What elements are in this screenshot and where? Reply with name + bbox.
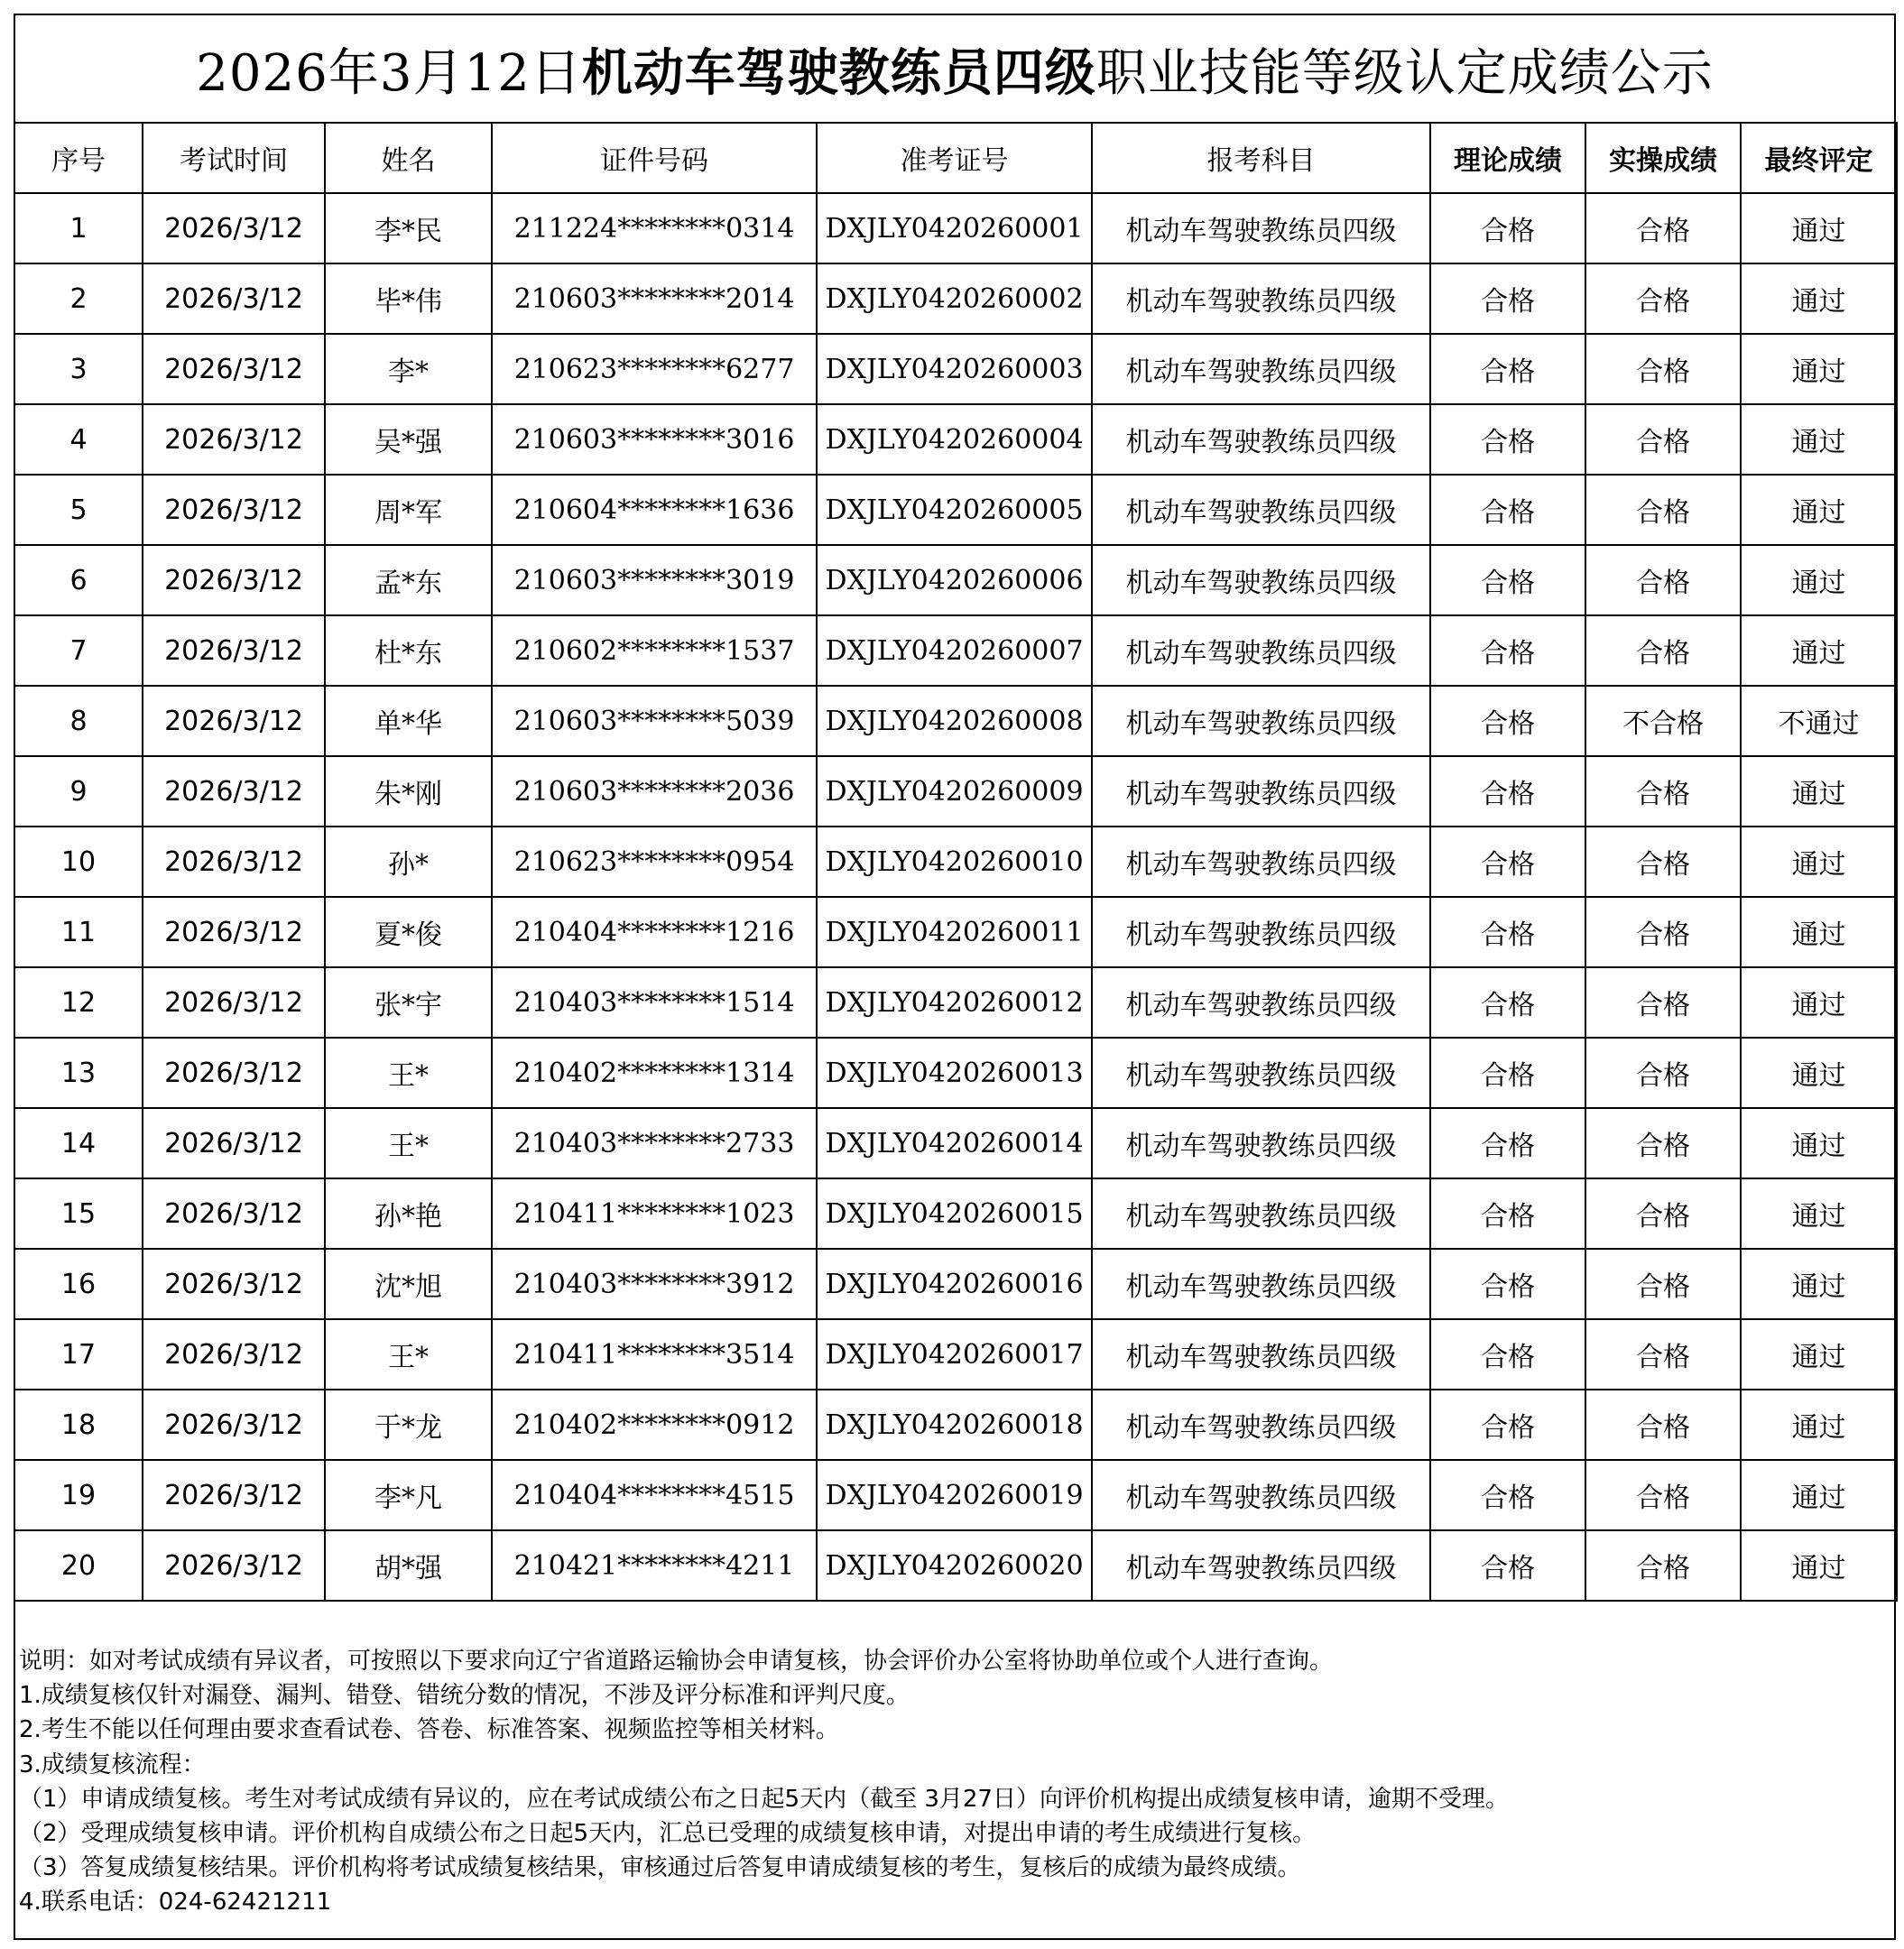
cell-final: 通过 xyxy=(1741,263,1897,334)
cell-id: 211224********0314 xyxy=(492,193,817,263)
cell-name: 杜*东 xyxy=(325,615,492,686)
cell-no: 7 xyxy=(14,615,143,686)
cell-id: 210403********1514 xyxy=(492,967,817,1038)
cell-practice: 合格 xyxy=(1585,756,1741,827)
cell-theory: 合格 xyxy=(1430,1038,1585,1108)
cell-no: 3 xyxy=(14,334,143,404)
cell-no: 10 xyxy=(14,827,143,897)
cell-subject: 机动车驾驶教练员四级 xyxy=(1092,1319,1430,1390)
cell-name: 王* xyxy=(325,1038,492,1108)
cell-practice: 合格 xyxy=(1585,615,1741,686)
cell-ticket: DXJLY0420260005 xyxy=(817,475,1092,545)
cell-practice: 合格 xyxy=(1585,897,1741,967)
cell-id: 210411********1023 xyxy=(492,1178,817,1249)
column-header-name: 姓名 xyxy=(325,123,492,193)
cell-final: 通过 xyxy=(1741,193,1897,263)
note-line: （3）答复成绩复核结果。评价机构将考试成绩复核结果，审核通过后答复申请成绩复核的考生，复核后的成绩为最终成绩。 xyxy=(19,1854,1301,1882)
cell-id: 210402********1314 xyxy=(492,1038,817,1108)
column-header-theory: 理论成绩 xyxy=(1430,123,1585,193)
cell-date: 2026/3/12 xyxy=(143,1108,325,1178)
note-line: 3.成绩复核流程： xyxy=(19,1750,206,1778)
cell-final: 通过 xyxy=(1741,1249,1897,1319)
cell-id: 210603********5039 xyxy=(492,686,817,756)
cell-subject: 机动车驾驶教练员四级 xyxy=(1092,967,1430,1038)
cell-subject: 机动车驾驶教练员四级 xyxy=(1092,1249,1430,1319)
cell-theory: 合格 xyxy=(1430,334,1585,404)
cell-date: 2026/3/12 xyxy=(143,334,325,404)
cell-subject: 机动车驾驶教练员四级 xyxy=(1092,1460,1430,1530)
cell-name: 朱*刚 xyxy=(325,756,492,827)
column-header-no: 序号 xyxy=(14,123,143,193)
cell-no: 11 xyxy=(14,897,143,967)
cell-no: 14 xyxy=(14,1108,143,1178)
cell-date: 2026/3/12 xyxy=(143,263,325,334)
cell-no: 1 xyxy=(14,193,143,263)
cell-theory: 合格 xyxy=(1430,193,1585,263)
table-row xyxy=(14,334,1897,404)
table-row xyxy=(14,1038,1897,1108)
cell-theory: 合格 xyxy=(1430,263,1585,334)
table-body xyxy=(14,193,1897,1601)
cell-practice: 合格 xyxy=(1585,404,1741,475)
cell-practice: 合格 xyxy=(1585,545,1741,615)
cell-theory: 合格 xyxy=(1430,897,1585,967)
cell-name: 吴*强 xyxy=(325,404,492,475)
cell-id: 210623********6277 xyxy=(492,334,817,404)
cell-practice: 合格 xyxy=(1585,827,1741,897)
cell-name: 毕*伟 xyxy=(325,263,492,334)
cell-subject: 机动车驾驶教练员四级 xyxy=(1092,404,1430,475)
table-row xyxy=(14,897,1897,967)
cell-subject: 机动车驾驶教练员四级 xyxy=(1092,1108,1430,1178)
cell-final: 通过 xyxy=(1741,897,1897,967)
cell-name: 李*民 xyxy=(325,193,492,263)
cell-final: 通过 xyxy=(1741,756,1897,827)
cell-theory: 合格 xyxy=(1430,967,1585,1038)
table-row xyxy=(14,615,1897,686)
cell-name: 王* xyxy=(325,1319,492,1390)
cell-final: 通过 xyxy=(1741,404,1897,475)
cell-subject: 机动车驾驶教练员四级 xyxy=(1092,1038,1430,1108)
cell-ticket: DXJLY0420260002 xyxy=(817,263,1092,334)
cell-theory: 合格 xyxy=(1430,1108,1585,1178)
cell-practice: 合格 xyxy=(1585,1038,1741,1108)
cell-ticket: DXJLY0420260014 xyxy=(817,1108,1092,1178)
column-header-final: 最终评定 xyxy=(1741,123,1897,193)
cell-date: 2026/3/12 xyxy=(143,1460,325,1530)
cell-date: 2026/3/12 xyxy=(143,1178,325,1249)
cell-final: 通过 xyxy=(1741,1319,1897,1390)
cell-id: 210404********4515 xyxy=(492,1460,817,1530)
cell-name: 单*华 xyxy=(325,686,492,756)
cell-name: 夏*俊 xyxy=(325,897,492,967)
cell-practice: 合格 xyxy=(1585,1108,1741,1178)
cell-name: 胡*强 xyxy=(325,1530,492,1601)
cell-subject: 机动车驾驶教练员四级 xyxy=(1092,545,1430,615)
cell-ticket: DXJLY0420260007 xyxy=(817,615,1092,686)
cell-ticket: DXJLY0420260008 xyxy=(817,686,1092,756)
cell-subject: 机动车驾驶教练员四级 xyxy=(1092,756,1430,827)
cell-subject: 机动车驾驶教练员四级 xyxy=(1092,475,1430,545)
cell-no: 15 xyxy=(14,1178,143,1249)
table-row xyxy=(14,1178,1897,1249)
cell-no: 20 xyxy=(14,1530,143,1601)
note-line: （1）申请成绩复核。考生对考试成绩有异议的，应在考试成绩公布之日起5天内（截至 3月27日）向评价机构提出成绩复核申请，逾期不受理。 xyxy=(19,1785,1509,1813)
title-prefix: 2026年3月12日 xyxy=(196,44,582,103)
cell-date: 2026/3/12 xyxy=(143,1530,325,1601)
cell-ticket: DXJLY0420260019 xyxy=(817,1460,1092,1530)
cell-practice: 合格 xyxy=(1585,1390,1741,1460)
cell-no: 13 xyxy=(14,1038,143,1108)
cell-subject: 机动车驾驶教练员四级 xyxy=(1092,897,1430,967)
table-row xyxy=(14,263,1897,334)
cell-no: 18 xyxy=(14,1390,143,1460)
cell-date: 2026/3/12 xyxy=(143,686,325,756)
table-row xyxy=(14,1319,1897,1390)
cell-name: 李*凡 xyxy=(325,1460,492,1530)
note-line: 说明：如对考试成绩有异议者，可按照以下要求向辽宁省道路运输协会申请复核，协会评价办公室将协助单位或个人进行查询。 xyxy=(19,1648,1334,1675)
cell-no: 19 xyxy=(14,1460,143,1530)
cell-subject: 机动车驾驶教练员四级 xyxy=(1092,615,1430,686)
table-row xyxy=(14,475,1897,545)
cell-practice: 合格 xyxy=(1585,1530,1741,1601)
cell-date: 2026/3/12 xyxy=(143,193,325,263)
note-line: 4.联系电话：024-62421211 xyxy=(19,1889,332,1917)
cell-date: 2026/3/12 xyxy=(143,615,325,686)
cell-practice: 合格 xyxy=(1585,1460,1741,1530)
table-row xyxy=(14,1390,1897,1460)
cell-final: 通过 xyxy=(1741,475,1897,545)
cell-theory: 合格 xyxy=(1430,1390,1585,1460)
table-row xyxy=(14,1530,1897,1601)
cell-id: 210603********2014 xyxy=(492,263,817,334)
cell-name: 张*宇 xyxy=(325,967,492,1038)
cell-final: 通过 xyxy=(1741,1460,1897,1530)
cell-no: 8 xyxy=(14,686,143,756)
cell-ticket: DXJLY0420260017 xyxy=(817,1319,1092,1390)
table-row xyxy=(14,545,1897,615)
results-sheet xyxy=(14,14,1896,1940)
cell-final: 通过 xyxy=(1741,827,1897,897)
cell-practice: 合格 xyxy=(1585,263,1741,334)
title-suffix: 职业技能等级认定成绩公示 xyxy=(1095,44,1714,103)
cell-ticket: DXJLY0420260011 xyxy=(817,897,1092,967)
cell-ticket: DXJLY0420260015 xyxy=(817,1178,1092,1249)
cell-ticket: DXJLY0420260004 xyxy=(817,404,1092,475)
table-row xyxy=(14,756,1897,827)
cell-practice: 合格 xyxy=(1585,1319,1741,1390)
cell-final: 通过 xyxy=(1741,1178,1897,1249)
cell-name: 孙* xyxy=(325,827,492,897)
cell-date: 2026/3/12 xyxy=(143,967,325,1038)
cell-name: 沈*旭 xyxy=(325,1249,492,1319)
cell-theory: 合格 xyxy=(1430,1530,1585,1601)
cell-ticket: DXJLY0420260013 xyxy=(817,1038,1092,1108)
table-row xyxy=(14,404,1897,475)
table-row xyxy=(14,967,1897,1038)
cell-theory: 合格 xyxy=(1430,545,1585,615)
table-header-row xyxy=(14,123,1897,193)
cell-id: 210411********3514 xyxy=(492,1319,817,1390)
cell-name: 周*军 xyxy=(325,475,492,545)
cell-theory: 合格 xyxy=(1430,404,1585,475)
cell-no: 12 xyxy=(14,967,143,1038)
cell-id: 210402********0912 xyxy=(492,1390,817,1460)
column-header-subject: 报考科目 xyxy=(1092,123,1430,193)
column-header-date: 考试时间 xyxy=(143,123,325,193)
cell-subject: 机动车驾驶教练员四级 xyxy=(1092,1178,1430,1249)
cell-theory: 合格 xyxy=(1430,1460,1585,1530)
cell-ticket: DXJLY0420260003 xyxy=(817,334,1092,404)
cell-final: 通过 xyxy=(1741,334,1897,404)
cell-subject: 机动车驾驶教练员四级 xyxy=(1092,827,1430,897)
cell-ticket: DXJLY0420260018 xyxy=(817,1390,1092,1460)
cell-date: 2026/3/12 xyxy=(143,404,325,475)
cell-final: 通过 xyxy=(1741,545,1897,615)
results-table xyxy=(14,122,1898,1602)
cell-name: 孟*东 xyxy=(325,545,492,615)
cell-date: 2026/3/12 xyxy=(143,545,325,615)
cell-practice: 合格 xyxy=(1585,1178,1741,1249)
cell-subject: 机动车驾驶教练员四级 xyxy=(1092,1530,1430,1601)
cell-subject: 机动车驾驶教练员四级 xyxy=(1092,686,1430,756)
column-header-id: 证件号码 xyxy=(492,123,817,193)
cell-no: 9 xyxy=(14,756,143,827)
table-row xyxy=(14,1460,1897,1530)
cell-id: 210603********3019 xyxy=(492,545,817,615)
cell-final: 通过 xyxy=(1741,1390,1897,1460)
cell-name: 于*龙 xyxy=(325,1390,492,1460)
cell-theory: 合格 xyxy=(1430,686,1585,756)
cell-practice: 合格 xyxy=(1585,193,1741,263)
notes-section xyxy=(19,1644,1887,1920)
cell-theory: 合格 xyxy=(1430,1178,1585,1249)
cell-name: 孙*艳 xyxy=(325,1178,492,1249)
note-line: 1.成绩复核仅针对漏登、漏判、错登、错统分数的情况，不涉及评分标准和评判尺度。 xyxy=(19,1682,910,1710)
cell-no: 2 xyxy=(14,263,143,334)
cell-final: 通过 xyxy=(1741,1530,1897,1601)
cell-id: 210421********4211 xyxy=(492,1530,817,1601)
cell-id: 210403********3912 xyxy=(492,1249,817,1319)
cell-subject: 机动车驾驶教练员四级 xyxy=(1092,263,1430,334)
cell-id: 210404********1216 xyxy=(492,897,817,967)
table-row xyxy=(14,686,1897,756)
cell-id: 210602********1537 xyxy=(492,615,817,686)
cell-practice: 合格 xyxy=(1585,967,1741,1038)
cell-theory: 合格 xyxy=(1430,756,1585,827)
page-title xyxy=(15,15,1894,124)
note-line: （2）受理成绩复核申请。评价机构自成绩公布之日起5天内，汇总已受理的成绩复核申请，对提出申请的考生成绩进行复核。 xyxy=(19,1820,1317,1848)
cell-practice: 合格 xyxy=(1585,1249,1741,1319)
cell-ticket: DXJLY0420260020 xyxy=(817,1530,1092,1601)
cell-no: 5 xyxy=(14,475,143,545)
cell-theory: 合格 xyxy=(1430,827,1585,897)
cell-no: 6 xyxy=(14,545,143,615)
title-emphasis: 机动车驾驶教练员四级 xyxy=(581,43,1096,103)
cell-id: 210604********1636 xyxy=(492,475,817,545)
cell-theory: 合格 xyxy=(1430,1319,1585,1390)
column-header-practice: 实操成绩 xyxy=(1585,123,1741,193)
cell-subject: 机动车驾驶教练员四级 xyxy=(1092,193,1430,263)
cell-date: 2026/3/12 xyxy=(143,1390,325,1460)
table-row xyxy=(14,1249,1897,1319)
cell-ticket: DXJLY0420260001 xyxy=(817,193,1092,263)
cell-subject: 机动车驾驶教练员四级 xyxy=(1092,1390,1430,1460)
cell-ticket: DXJLY0420260006 xyxy=(817,545,1092,615)
cell-final: 通过 xyxy=(1741,1108,1897,1178)
table-row xyxy=(14,1108,1897,1178)
cell-date: 2026/3/12 xyxy=(143,1319,325,1390)
cell-date: 2026/3/12 xyxy=(143,1038,325,1108)
cell-ticket: DXJLY0420260012 xyxy=(817,967,1092,1038)
cell-final: 通过 xyxy=(1741,1038,1897,1108)
cell-no: 16 xyxy=(14,1249,143,1319)
cell-id: 210603********2036 xyxy=(492,756,817,827)
cell-date: 2026/3/12 xyxy=(143,756,325,827)
cell-ticket: DXJLY0420260010 xyxy=(817,827,1092,897)
cell-theory: 合格 xyxy=(1430,475,1585,545)
cell-name: 李* xyxy=(325,334,492,404)
cell-theory: 合格 xyxy=(1430,1249,1585,1319)
cell-no: 4 xyxy=(14,404,143,475)
cell-date: 2026/3/12 xyxy=(143,475,325,545)
cell-subject: 机动车驾驶教练员四级 xyxy=(1092,334,1430,404)
cell-practice: 不合格 xyxy=(1585,686,1741,756)
note-line: 2.考生不能以任何理由要求查看试卷、答卷、标准答案、视频监控等相关材料。 xyxy=(19,1716,839,1744)
column-header-ticket: 准考证号 xyxy=(817,123,1092,193)
cell-final: 不通过 xyxy=(1741,686,1897,756)
cell-final: 通过 xyxy=(1741,615,1897,686)
table-row xyxy=(14,193,1897,263)
cell-id: 210623********0954 xyxy=(492,827,817,897)
cell-no: 17 xyxy=(14,1319,143,1390)
cell-name: 王* xyxy=(325,1108,492,1178)
cell-final: 通过 xyxy=(1741,967,1897,1038)
cell-id: 210403********2733 xyxy=(492,1108,817,1178)
cell-date: 2026/3/12 xyxy=(143,1249,325,1319)
table-row xyxy=(14,827,1897,897)
cell-date: 2026/3/12 xyxy=(143,827,325,897)
cell-theory: 合格 xyxy=(1430,615,1585,686)
cell-practice: 合格 xyxy=(1585,334,1741,404)
cell-practice: 合格 xyxy=(1585,475,1741,545)
cell-ticket: DXJLY0420260009 xyxy=(817,756,1092,827)
cell-date: 2026/3/12 xyxy=(143,897,325,967)
cell-ticket: DXJLY0420260016 xyxy=(817,1249,1092,1319)
cell-id: 210603********3016 xyxy=(492,404,817,475)
